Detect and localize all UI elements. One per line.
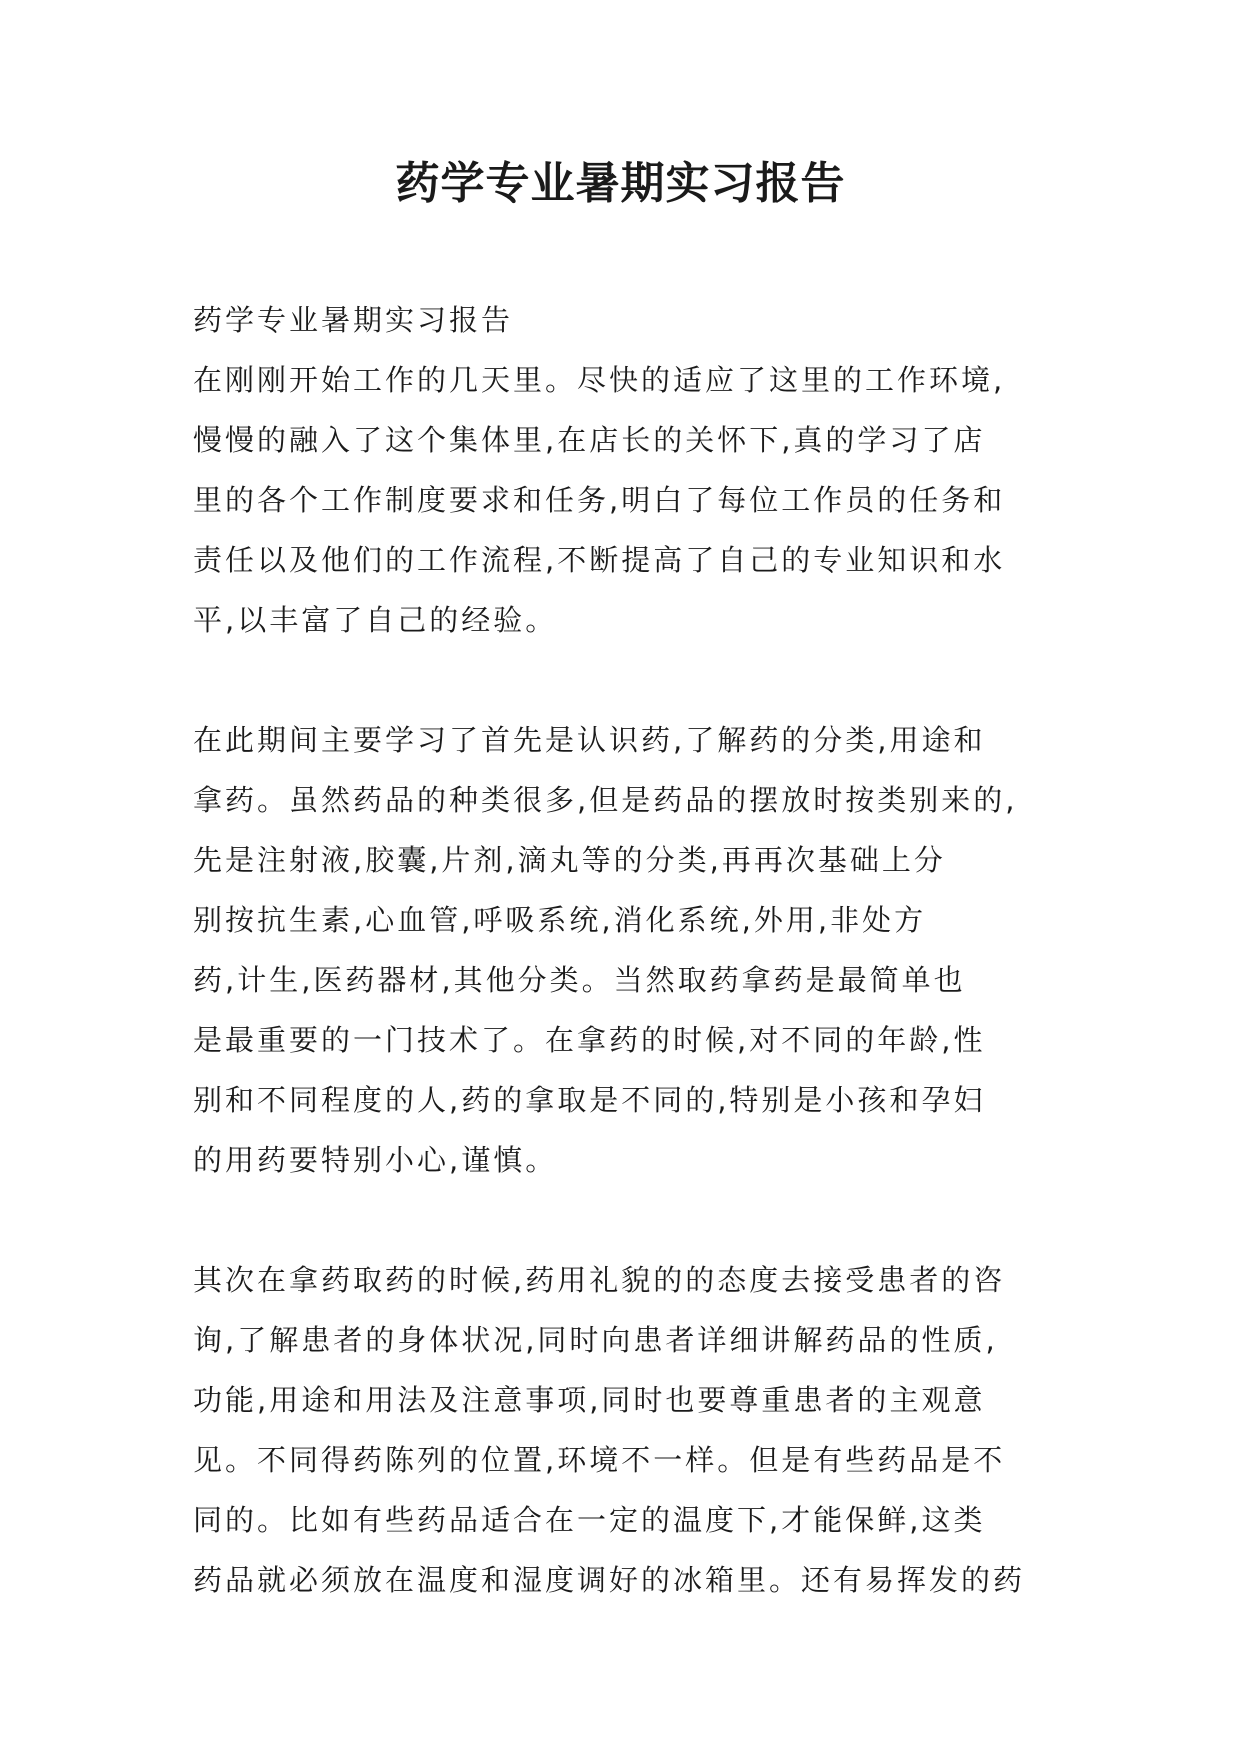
text-line: 见。不同得药陈列的位置,环境不一样。但是有些药品是不 (193, 1443, 1006, 1477)
text-line: 其次在拿药取药的时候,药用礼貌的的态度去接受患者的咨 (193, 1263, 1006, 1297)
paragraph-2 (193, 710, 1063, 1190)
text-line: 平,以丰富了自己的经验。 (193, 603, 558, 637)
text-line: 先是注射液,胶囊,片剂,滴丸等的分类,再再次基础上分 (193, 843, 946, 877)
text-line: 拿药。虽然药品的种类很多,但是药品的摆放时按类别来的, (193, 783, 1018, 817)
paragraph-spacer (193, 650, 1063, 710)
text-line: 别按抗生素,心血管,呼吸系统,消化系统,外用,非处方 (193, 903, 927, 937)
text-line: 在刚刚开始工作的几天里。尽快的适应了这里的工作环境, (193, 363, 1006, 397)
text-line: 别和不同程度的人,药的拿取是不同的,特别是小孩和孕妇 (193, 1083, 986, 1117)
paragraph-3 (193, 1250, 1063, 1610)
text-line: 药学专业暑期实习报告 (193, 303, 514, 337)
document-title: 药学专业暑期实习报告 (395, 158, 846, 209)
text-line: 在此期间主要学习了首先是认识药,了解药的分类,用途和 (193, 723, 986, 757)
text-line: 药,计生,医药器材,其他分类。当然取药拿药是最简单也 (193, 963, 966, 997)
paragraph-1 (193, 290, 1063, 650)
text-line: 同的。比如有些药品适合在一定的温度下,才能保鲜,这类 (193, 1503, 986, 1537)
text-line: 责任以及他们的工作流程,不断提高了自己的专业知识和水 (193, 543, 1006, 577)
text-line: 药品就必须放在温度和湿度调好的冰箱里。还有易挥发的药 (193, 1563, 1026, 1597)
text-line: 是最重要的一门技术了。在拿药的时候,对不同的年龄,性 (193, 1023, 986, 1057)
text-line: 询,了解患者的身体状况,同时向患者详细讲解药品的性质, (193, 1323, 998, 1357)
text-line: 功能,用途和用法及注意事项,同时也要尊重患者的主观意 (193, 1383, 986, 1417)
document-body (193, 290, 1063, 1610)
text-line: 的用药要特别小心,谨慎。 (193, 1143, 558, 1177)
text-line: 里的各个工作制度要求和任务,明白了每位工作员的任务和 (193, 483, 1006, 517)
text-line: 慢慢的融入了这个集体里,在店长的关怀下,真的学习了店 (193, 423, 986, 457)
paragraph-spacer (193, 1190, 1063, 1250)
